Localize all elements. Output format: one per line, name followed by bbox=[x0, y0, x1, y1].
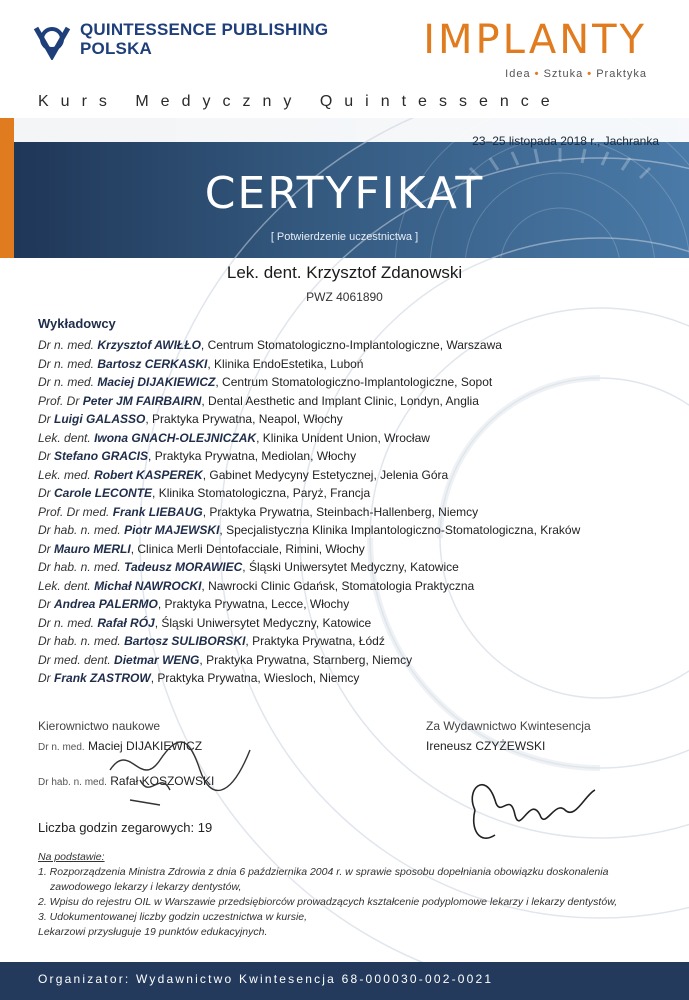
lecturer-item: Dr Andrea PALERMO, Praktyka Prywatna, Lecce, Włochy bbox=[38, 597, 350, 611]
participant-pwz: PWZ 4061890 bbox=[306, 290, 383, 304]
certificate-title: CERTYFIKAT bbox=[204, 168, 485, 219]
certificate-header bbox=[0, 0, 689, 120]
legal-basis bbox=[38, 850, 668, 940]
publisher-name bbox=[80, 20, 328, 58]
lecturer-item: Dr n. med. Bartosz CERKASKI, Klinika EndoEstetika, Luboń bbox=[38, 356, 364, 371]
lecturer-item: Dr n. med. Rafał RÓJ, Śląski Uniwersytet Medyczny, Katowice bbox=[38, 615, 372, 630]
course-name: Kurs Medyczny Quintessence bbox=[38, 93, 562, 110]
lecturer-item: Lek. dent. Iwona GNACH-OLEJNICZAK, Klinika Unident Union, Wrocław bbox=[38, 430, 430, 445]
lecturer-item: Dr n. med. Maciej DIJAKIEWICZ, Centrum Stomatologiczno-Implantologiczne, Sopot bbox=[38, 375, 493, 389]
legal-basis-item: 2. Wpisu do rejestru OIL w Warszawie przedsiębiorców prowadzących kształcenie podyplomowe lekarzy i lekarzy dentystów, bbox=[38, 896, 618, 908]
hours-count: Liczba godzin zegarowych: 19 bbox=[38, 820, 213, 835]
quintessence-logo-icon bbox=[32, 22, 72, 60]
signature-dijakiewicz-icon bbox=[100, 730, 270, 810]
publisher-line-2: POLSKA bbox=[80, 39, 153, 58]
lecturer-item: Dr n. med. Krzysztof AWIŁŁO, Centrum Stomatologiczno-Implantologiczne, Warszawa bbox=[38, 338, 502, 352]
publisher-line-1: QUINTESSENCE PUBLISHING bbox=[80, 20, 329, 39]
publisher-rep-name: Ireneusz CZYŻEWSKI bbox=[426, 739, 546, 753]
lecturers-list bbox=[38, 336, 668, 688]
lecturer-item: Dr hab. n. med. Piotr MAJEWSKI, Specjalistyczna Klinika Implantologiczno-Stomatologiczna, Kraków bbox=[38, 523, 581, 537]
scientific-management-heading: Kierownictwo naukowe bbox=[38, 719, 161, 733]
brand-logo: IMPLANTY bbox=[423, 17, 647, 63]
lecturer-item: Prof. Dr med. Frank LIEBAUG, Praktyka Prywatna, Steinbach-Hallenberg, Niemcy bbox=[38, 504, 479, 519]
scientific-manager-2: Dr hab. n. med. Rafał KOSZOWSKI bbox=[38, 774, 215, 788]
lecturer-item: Dr med. dent. Dietmar WENG, Praktyka Prywatna, Starnberg, Niemcy bbox=[38, 652, 413, 667]
lecturer-item: Dr hab. n. med. Tadeusz MORAWIEC, Śląski Uniwersytet Medyczny, Katowice bbox=[38, 560, 459, 574]
legal-basis-item: Lekarzowi przysługuje 19 punktów edukacyjnych. bbox=[38, 926, 268, 938]
organizer-info: Organizator: Wydawnictwo Kwintesencja 68-000030-002-0021 bbox=[38, 972, 494, 986]
brand-tagline: Idea • Sztuka • Praktyka bbox=[505, 68, 647, 80]
scientific-manager-1: Dr n. med. Maciej DIJAKIEWICZ bbox=[38, 739, 203, 753]
legal-basis-heading: Na podstawie: bbox=[38, 851, 105, 863]
hours-value: 19 bbox=[197, 820, 213, 835]
certificate-subtitle: [ Potwierdzenie uczestnictwa ] bbox=[270, 231, 419, 243]
tagline-praktyka: Praktyka bbox=[596, 68, 647, 80]
lecturer-item: Dr Frank ZASTROW, Praktyka Prywatna, Wiesloch, Niemcy bbox=[38, 671, 360, 685]
tagline-idea: Idea bbox=[505, 68, 531, 80]
lecturers-heading: Wykładowcy bbox=[38, 316, 116, 331]
event-date-range: 23–25 listopada 2018 r., bbox=[472, 134, 601, 148]
tagline-sztuka: Sztuka bbox=[543, 68, 584, 80]
lecturer-item: Dr Mauro MERLI, Clinica Merli Dentofacciale, Rimini, Włochy bbox=[38, 541, 365, 556]
lecturer-item: Dr Stefano GRACIS, Praktyka Prywatna, Mediolan, Włochy bbox=[38, 449, 357, 463]
footer-bar bbox=[0, 962, 689, 1000]
lecturer-item: Dr Carole LECONTE, Klinika Stomatologiczna, Paryż, Francja bbox=[38, 486, 371, 500]
lecturer-item: Dr hab. n. med. Bartosz SULIBORSKI, Praktyka Prywatna, Łódź bbox=[38, 634, 385, 648]
lecturer-item: Prof. Dr Peter JM FAIRBAIRN, Dental Aesthetic and Implant Clinic, Londyn, Anglia bbox=[38, 393, 479, 408]
lecturer-item: Lek. dent. Michał NAWROCKI, Nawrocki Clinic Gdańsk, Stomatologia Praktyczna bbox=[38, 578, 475, 593]
legal-basis-item: zawodowego lekarzy i lekarzy dentystów, bbox=[50, 881, 242, 893]
participant-name: Lek. dent. Krzysztof Zdanowski bbox=[226, 263, 463, 282]
publisher-rep-heading: Za Wydawnictwo Kwintesencja bbox=[426, 719, 591, 733]
event-place: Jachranka bbox=[603, 134, 659, 148]
legal-basis-item: 3. Udokumentowanej liczby godzin uczestnictwa w kursie, bbox=[38, 911, 308, 923]
lecturer-item: Dr Luigi GALASSO, Praktyka Prywatna, Neapol, Włochy bbox=[38, 412, 343, 426]
signature-czyzewski-icon bbox=[455, 760, 625, 850]
event-date bbox=[472, 134, 659, 148]
lecturer-item: Lek. med. Robert KASPEREK, Gabinet Medycyny Estetycznej, Jelenia Góra bbox=[38, 467, 449, 482]
legal-basis-item: 1. Rozporządzenia Ministra Zdrowia z dnia 6 października 2004 r. w sprawie sposobu dopełniania obowiązku doskonalenia bbox=[38, 866, 609, 878]
